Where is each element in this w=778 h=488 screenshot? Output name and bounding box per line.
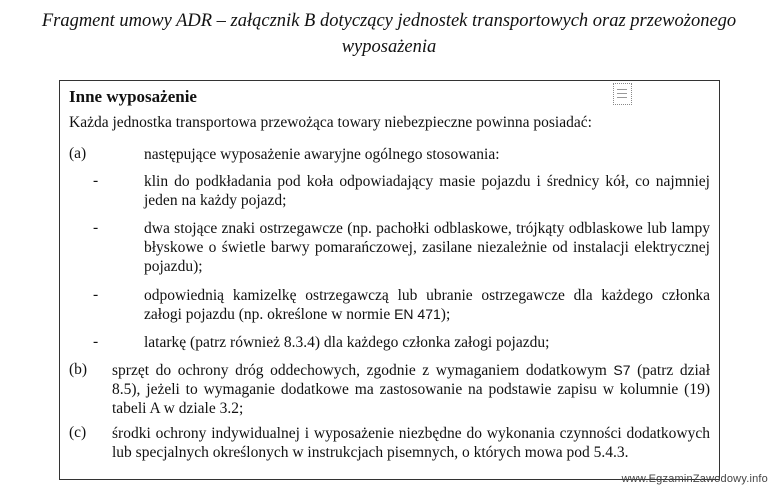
section-a-marker: (a) xyxy=(69,145,87,162)
item-2-marker: - xyxy=(93,219,99,236)
item-3-standard-code: EN 471 xyxy=(394,306,441,323)
item-2-text: dwa stojące znaki ostrzegawcze (np. pachołki odblaskowe, trójkąty odblaskowe lub lampy błyskowe o świetle barwy pomarańczowej, zasilane niezależnie od instalacji elektrycznej pojazdu); xyxy=(144,220,710,276)
stamp-icon xyxy=(613,83,632,105)
section-b-text-main: sprzęt do ochrony dróg oddechowych, zgodnie z wymaganiem dodatkowym xyxy=(112,362,614,379)
section-heading: Inne wyposażenie xyxy=(69,87,197,106)
item-4-text: latarkę (patrz również 8.3.4) dla każdego członka załogi pojazdu; xyxy=(144,334,550,351)
document-frame xyxy=(59,80,720,480)
watermark: www.EgzaminZawodowy.info xyxy=(621,473,768,485)
section-b-requirement-code: S7 xyxy=(613,362,631,378)
intro-text: Każda jednostka transportowa przewożąca towary niebezpieczne powinna posiadać: xyxy=(69,114,592,131)
section-c-marker: (c) xyxy=(69,424,87,441)
item-1-text: klin do podkładania pod koła odpowiadający masie pojazdu i średnicy kół, co najmniej jeden na każdy pojazd; xyxy=(144,173,710,210)
section-a-text: następujące wyposażenie awaryjne ogólnego stosowania: xyxy=(144,146,500,163)
item-3-marker: - xyxy=(93,286,99,303)
section-c-text: środki ochrony indywidualnej i wyposażenie niezbędne do wykonania czynności dodatkowych lub specjalnych określonych w instrukcjach pisemnych, o których mowa pod 5.4.3. xyxy=(112,425,710,462)
section-b-marker: (b) xyxy=(69,361,88,378)
section-b-text-end: (patrz dział 8.5), jeżeli to wymaganie dodatkowe ma zastosowanie na podstawie zapisu w kolumnie (19) tabeli A w dziale 3.2; xyxy=(112,362,710,418)
page-title: Fragment umowy ADR – załącznik B dotyczący jednostek transportowych oraz przewożonego wyposażenia xyxy=(41,11,737,57)
item-3-text-end: ); xyxy=(440,306,451,324)
section-b-text xyxy=(112,361,710,419)
item-4-marker: - xyxy=(93,333,99,350)
item-3-text-main: odpowiednią kamizelkę ostrzegawczą lub ubranie ostrzegawcze dla każdego członka załogi pojazdu (np. określone w normie xyxy=(144,287,710,324)
item-1-marker: - xyxy=(93,172,99,189)
item-3-text xyxy=(144,286,710,324)
